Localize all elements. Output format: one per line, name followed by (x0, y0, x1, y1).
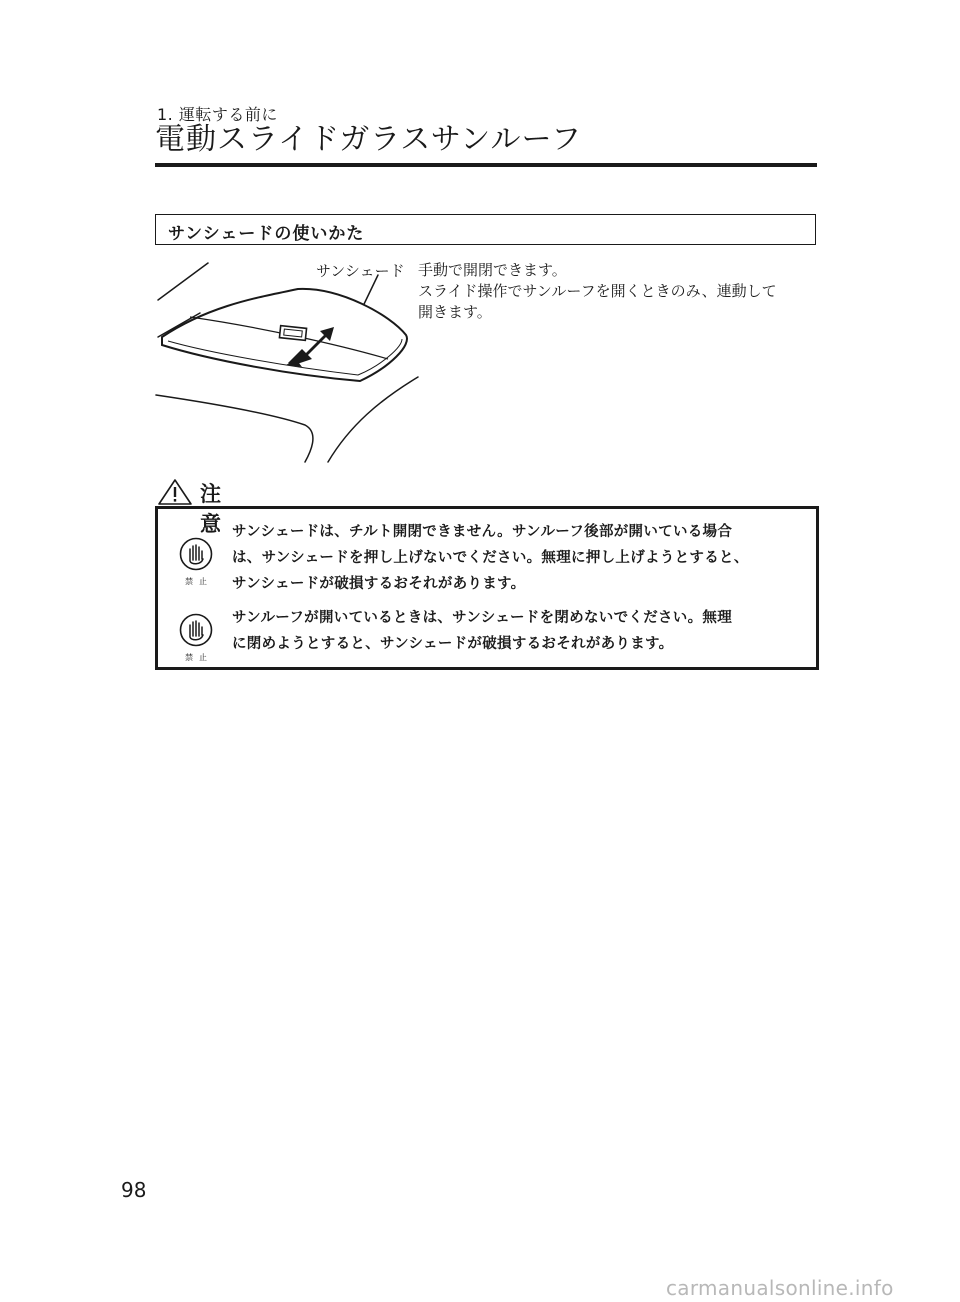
chapter-label: 1. 運転する前に (157, 105, 278, 124)
description-line: 手動で開閉できます。 (418, 261, 567, 279)
description-line: スライド操作でサンルーフを開くときのみ、連動して (418, 282, 777, 300)
caution-text-line: は、サンシェードを押し上げないでください。無理に押し上げようとすると、 (232, 550, 749, 566)
warning-triangle-icon (157, 478, 193, 506)
section-heading-box (155, 214, 816, 245)
sunroof-illustration (150, 255, 430, 470)
sunroof-panel (162, 289, 407, 381)
prohibit-symbol (178, 613, 214, 663)
prohibit-hand-icon (179, 537, 213, 571)
caution-text (232, 519, 812, 597)
prohibit-label: 禁止 (185, 577, 213, 586)
watermark: carmanualsonline.info (666, 1276, 894, 1300)
page-title: 電動スライドガラスサンルーフ (155, 122, 582, 157)
caution-label: 注意 (200, 482, 223, 536)
prohibit-label: 禁止 (185, 653, 213, 662)
prohibit-hand-icon (179, 613, 213, 647)
section-heading: サンシェードの使いかた (168, 224, 365, 244)
title-rule (155, 163, 817, 167)
page-number: 98 (121, 1178, 147, 1202)
description-line: 開きます。 (418, 303, 492, 321)
caution-text-line: に閉めようとすると、サンシェードが破損するおそれがあります。 (232, 636, 674, 652)
section-description (418, 260, 823, 323)
prohibit-symbol (178, 537, 214, 587)
caution-text-line: サンルーフが開いているときは、サンシェードを閉めないでください。無理 (232, 610, 733, 626)
caution-text-line: サンシェードは、チルト開閉できません。サンルーフ後部が開いている場合 (232, 524, 733, 540)
caution-box (155, 506, 819, 670)
caution-text (232, 605, 812, 657)
sunshade-callout-label: サンシェード (316, 262, 405, 280)
caution-text-line: サンシェードが破損するおそれがあります。 (232, 576, 526, 592)
